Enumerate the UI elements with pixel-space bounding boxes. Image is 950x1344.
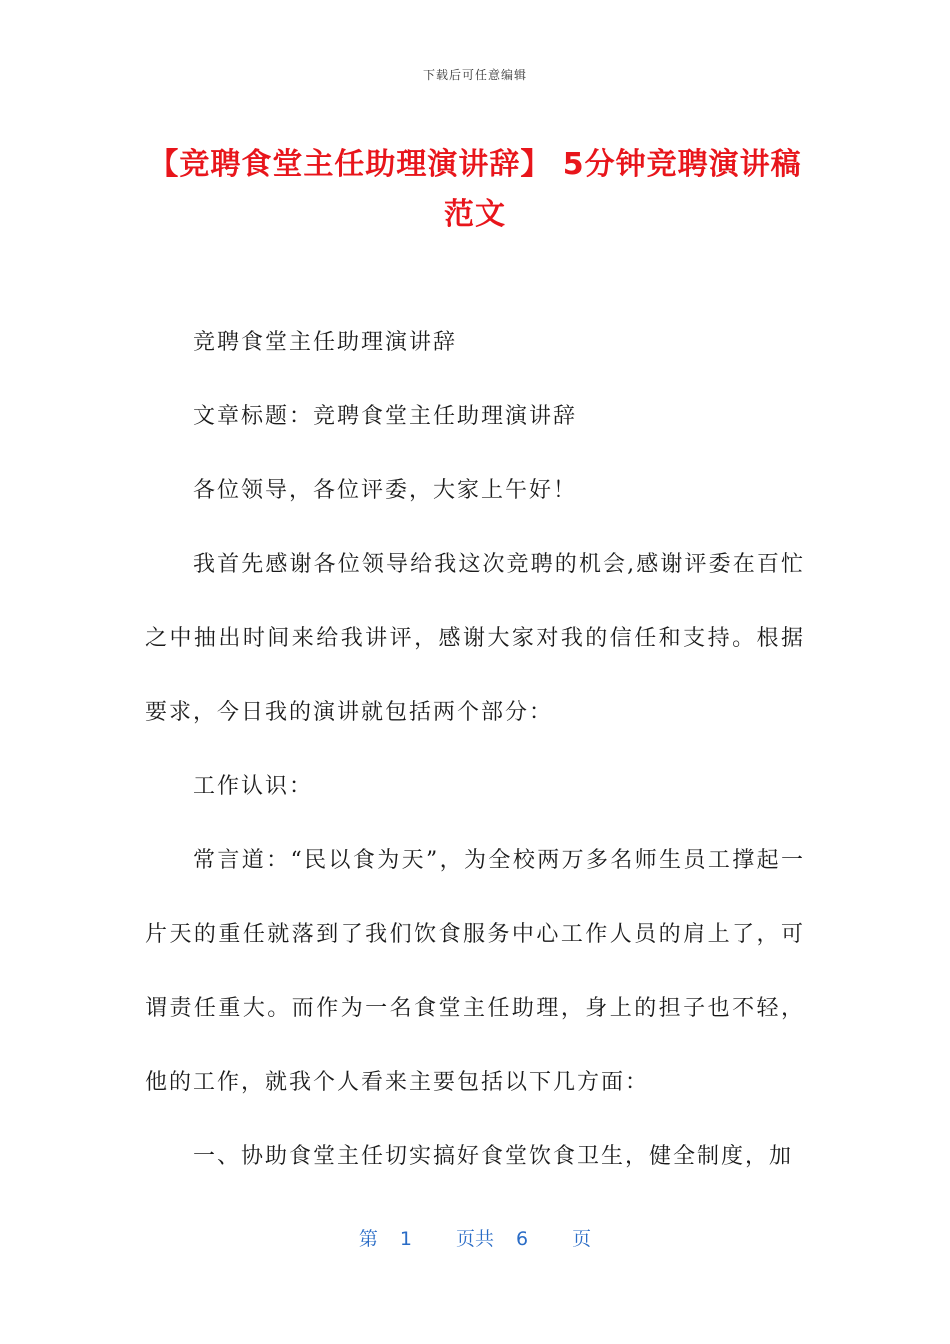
document-title: 【竞聘食堂主任助理演讲辞】 5分钟竞聘演讲稿范文: [148, 147, 802, 232]
footer-suffix: 页: [572, 1228, 592, 1250]
page-footer: [0, 1224, 950, 1251]
document-body: [145, 306, 805, 1194]
footer-mid: 页共: [455, 1228, 494, 1250]
footer-prefix: 第: [358, 1228, 378, 1250]
paragraph: 文章标题：竞聘食堂主任助理演讲辞: [193, 404, 578, 429]
paragraph: 各位领导，各位评委，大家上午好！: [193, 478, 578, 503]
paragraph: 工作认识：: [193, 774, 314, 799]
paragraph: 竞聘食堂主任助理演讲辞: [193, 330, 458, 355]
paragraph: 我首先感谢各位领导给我这次竞聘的机会,感谢评委在百忙之中抽出时间来给我讲评，感谢大家对我的信任和支持。根据要求，今日我的演讲就包括两个部分：: [145, 552, 805, 725]
footer-current-page: 1: [399, 1228, 412, 1250]
page-header-note: 下载后可任意编辑: [422, 68, 527, 82]
paragraph: 常言道：“民以食为天”，为全校两万多名师生员工撑起一片天的重任就落到了我们饮食服务中心工作人员的肩上了，可谓责任重大。而作为一名食堂主任助理，身上的担子也不轻，他的工作，就我个人看来主要包括以下几方面：: [145, 848, 805, 1095]
footer-total-pages: 6: [516, 1228, 529, 1250]
paragraph: 一、协助食堂主任切实搞好食堂饮食卫生，健全制度，加: [193, 1144, 794, 1169]
